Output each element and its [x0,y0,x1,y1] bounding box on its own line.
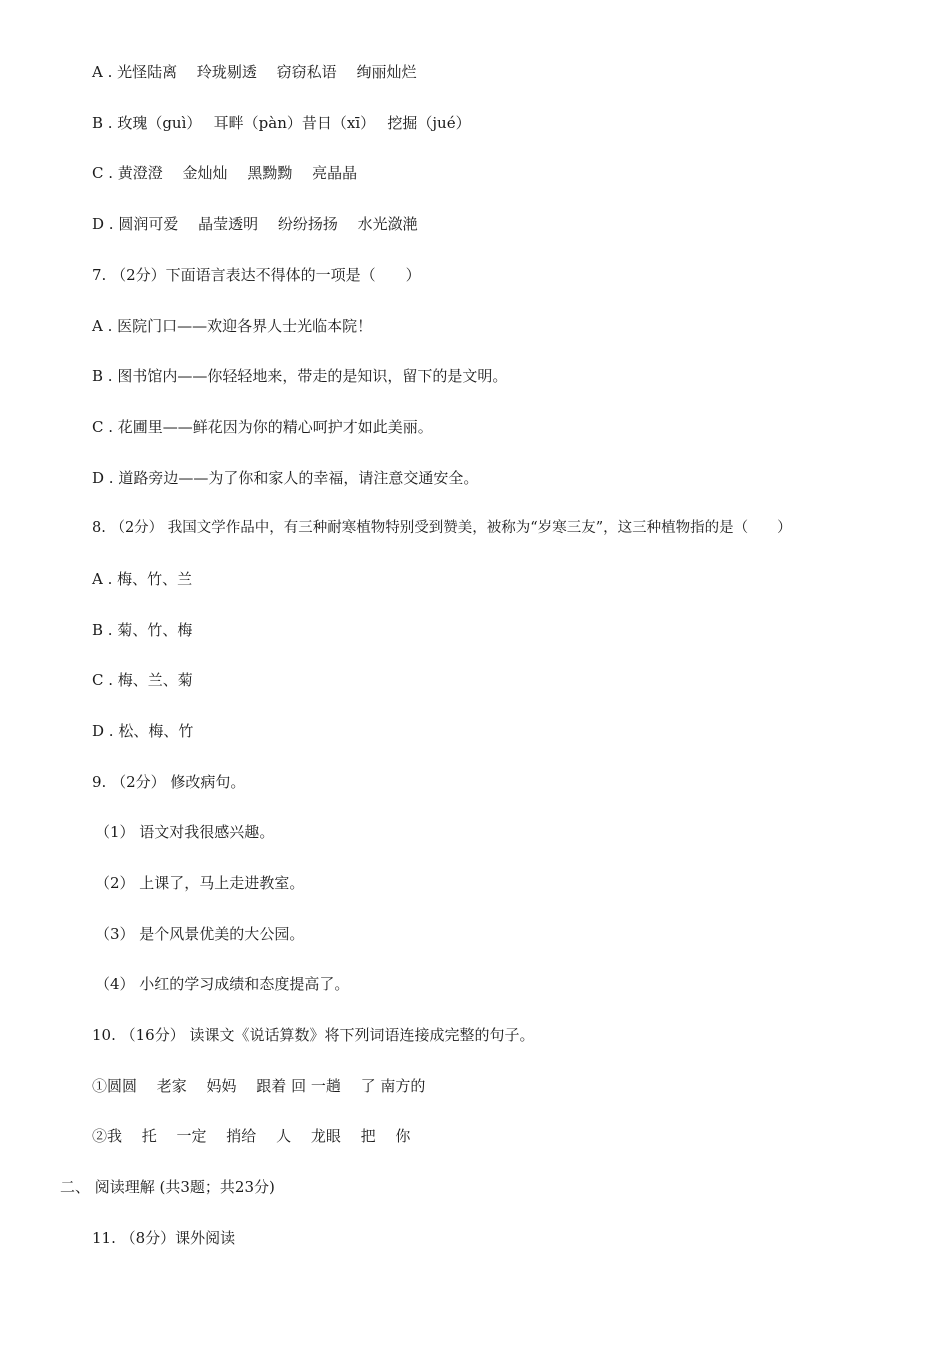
q6-option-c: C . 黄澄澄 金灿灿 黑黝黝 亮晶晶 [92,164,358,182]
q8-option-c: C . 梅、兰、菊 [92,671,193,689]
q10-stem: 10. （16分） 读课文《说话算数》将下列词语连接成完整的句子。 [92,1026,535,1044]
q10-item-2: ②我 托 一定 捎给 人 龙眼 把 你 [92,1127,411,1145]
q9-item-4: （4） 小红的学习成绩和态度提高了。 [95,975,350,993]
q8-stem: 8. （2分） 我国文学作品中，有三种耐寒植物特别受到赞美，被称为“岁寒三友”，这三种植物指的是（ ） [92,520,792,536]
q7-option-d: D . 道路旁边——为了你和家人的幸福，请注意交通安全。 [92,469,479,487]
q10-item-1: ①圆圆 老家 妈妈 跟着 回 一趟 了 南方的 [92,1077,426,1095]
q11-stem: 11. （8分）课外阅读 [92,1229,236,1247]
q8-option-d: D . 松、梅、竹 [92,722,194,740]
q7-stem: 7. （2分）下面语言表达不得体的一项是（ ） [92,266,421,284]
q9-stem: 9. （2分） 修改病句。 [92,773,246,791]
q9-item-1: （1） 语文对我很感兴趣。 [95,823,275,841]
q7-option-b: B . 图书馆内——你轻轻地来，带走的是知识，留下的是文明。 [92,367,508,385]
q8-option-a: A . 梅、竹、兰 [92,570,193,588]
q8-option-b: B . 菊、竹、梅 [92,621,193,639]
q7-option-a: A . 医院门口——欢迎各界人士光临本院！ [92,317,373,335]
q9-item-2: （2） 上课了，马上走进教室。 [95,874,305,892]
q7-option-c: C . 花圃里——鲜花因为你的精心呵护才如此美丽。 [92,418,433,436]
q9-item-3: （3） 是个风景优美的大公园。 [95,925,305,943]
q6-option-d: D . 圆润可爱 晶莹透明 纷纷扬扬 水光潋滟 [92,215,418,233]
q6-option-b: B . 玫瑰（guì） 耳畔（pàn）昔日（xī） 挖掘（jué） [92,114,471,132]
q6-option-a: A . 光怪陆离 玲珑剔透 窃窃私语 绚丽灿烂 [92,63,417,81]
section-heading-reading: 二、 阅读理解 (共3题；共23分) [60,1178,275,1196]
